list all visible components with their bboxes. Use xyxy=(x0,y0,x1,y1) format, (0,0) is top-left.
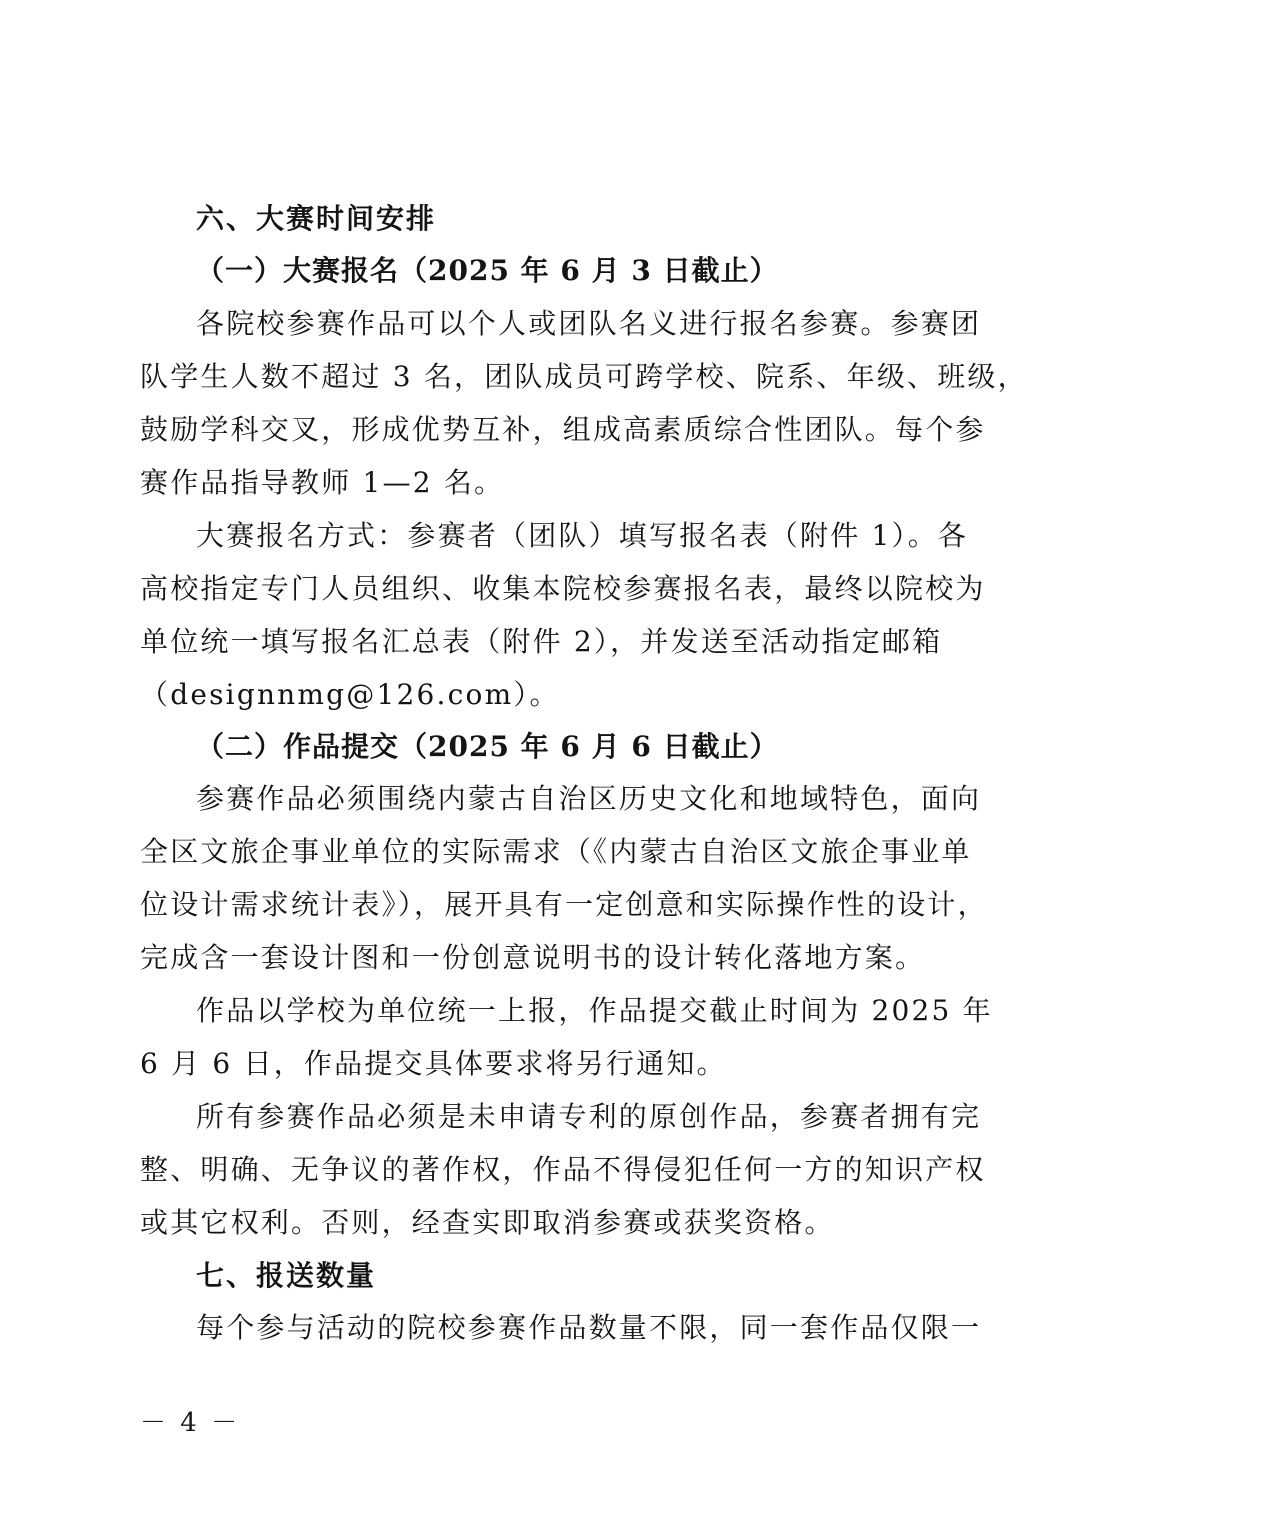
page-number: － 4 － xyxy=(140,1408,241,1438)
paragraph-line: 位设计需求统计表》），展开具有一定创意和实际操作性的设计， xyxy=(140,888,988,921)
paragraph-line: 单位统一填写报名汇总表（附件 2），并发送至活动指定邮箱 xyxy=(140,625,943,658)
paragraph-line: 所有参赛作品必须是未申请专利的原创作品，参赛者拥有完 xyxy=(196,1100,982,1133)
email-line: （designnmg@126.com）。 xyxy=(140,678,560,711)
paragraph-line: 各院校参赛作品可以个人或团队名义进行报名参赛。参赛团 xyxy=(196,307,982,340)
section-six-heading: 六、大赛时间安排 xyxy=(196,202,437,235)
paragraph-line: 鼓励学科交叉，形成优势互补，组成高素质综合性团队。每个参 xyxy=(140,413,986,446)
paragraph-line: 或其它权利。否则，经查实即取消参赛或获奖资格。 xyxy=(140,1206,835,1239)
paragraph-line: 赛作品指导教师 1—2 名。 xyxy=(140,466,505,499)
paragraph-line: 整、明确、无争议的著作权，作品不得侵犯任何一方的知识产权 xyxy=(140,1153,986,1186)
paragraph-line: 大赛报名方式：参赛者（团队）填写报名表（附件 1）。各 xyxy=(196,519,969,552)
section-seven-heading: 七、报送数量 xyxy=(196,1259,377,1292)
paragraph-line: 6 月 6 日，作品提交具体要求将另行通知。 xyxy=(140,1047,727,1080)
subsection-registration-heading: （一）大赛报名（2025 年 6 月 3 日截止） xyxy=(196,254,779,287)
paragraph-line: 作品以学校为单位统一上报，作品提交截止时间为 2025 年 xyxy=(196,994,993,1027)
paragraph-line: 全区文旅企事业单位的实际需求（《内蒙古自治区文旅企事业单 xyxy=(140,835,972,868)
paragraph-line: 参赛作品必须围绕内蒙古自治区历史文化和地域特色，面向 xyxy=(196,782,982,815)
paragraph-line: 每个参与活动的院校参赛作品数量不限，同一套作品仅限一 xyxy=(196,1311,982,1344)
subsection-submission-heading: （二）作品提交（2025 年 6 月 6 日截止） xyxy=(196,730,779,763)
paragraph-line: 完成含一套设计图和一份创意说明书的设计转化落地方案。 xyxy=(140,941,926,974)
paragraph-line: 高校指定专门人员组织、收集本院校参赛报名表，最终以院校为 xyxy=(140,572,986,605)
paragraph-line: 队学生人数不超过 3 名，团队成员可跨学校、院系、年级、班级， xyxy=(140,360,1028,393)
